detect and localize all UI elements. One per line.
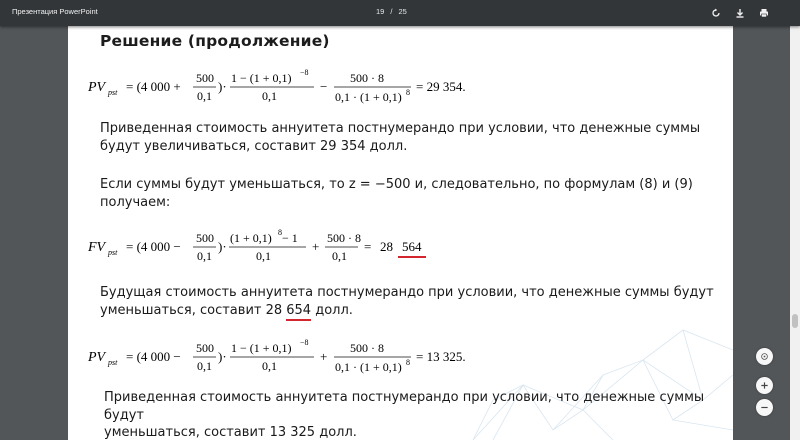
f2-result-b: 564 <box>402 239 422 254</box>
f2-frac3-den: 0,1 <box>332 249 347 263</box>
para4-line1: Приведенная стоимость аннуитета постнумерандо при условии, что денежные суммы будут <box>104 390 705 423</box>
pdf-toolbar <box>0 0 800 26</box>
f3-frac3-num: 500 · 8 <box>350 341 384 355</box>
f1-frac3-exp: 8 <box>406 88 410 97</box>
f3-frac2-num: 1 − (1 + 0,1) <box>231 341 292 355</box>
f3-frac3-exp: 8 <box>406 358 410 367</box>
f2-frac1-den: 0,1 <box>197 249 212 263</box>
zoom-in-button[interactable] <box>756 377 773 394</box>
paragraph-fv-decreasing <box>100 284 714 319</box>
f2-frac1-num: 500 <box>196 231 214 245</box>
f3-plus: + <box>320 349 328 364</box>
f3-frac1-den: 0,1 <box>197 359 212 373</box>
total-pages: 25 <box>398 7 407 16</box>
f3-frac2-den: 0,1 <box>262 359 277 373</box>
f1-minus: − <box>320 79 328 94</box>
f2-eq: = (4 000 − <box>126 239 181 254</box>
f1-frac1-den: 0,1 <box>197 89 212 103</box>
page-indicator <box>376 7 407 16</box>
para4-line2: уменьшаться, составит 13 325 долл. <box>104 425 357 440</box>
scrollbar-thumb[interactable] <box>792 314 798 328</box>
f1-frac2-den: 0,1 <box>262 89 277 103</box>
f2-frac2-num-tail: − 1 <box>282 231 298 245</box>
para2-line1: Если суммы будут уменьшаться, то z = −500 и, следовательно, по формулам (8) и (9) <box>100 177 693 192</box>
f1-lhs: PV <box>88 80 106 95</box>
slide-page <box>68 26 733 440</box>
red-underline-654 <box>286 319 311 321</box>
f2-frac2-exp: 8 <box>278 228 282 237</box>
fit-page-icon <box>760 352 769 361</box>
formula-pv-decreasing <box>88 334 548 384</box>
f2-lhs-sub: pst <box>108 248 118 257</box>
page-separator: / <box>390 7 393 16</box>
f1-frac1-num: 500 <box>196 71 214 85</box>
current-page-field[interactable]: 19 <box>376 7 385 16</box>
f2-dot: )· <box>218 239 227 254</box>
f2-frac3-num: 500 · 8 <box>327 231 361 245</box>
para3-line2: уменьшаться, составит 28 654 долл. <box>100 302 714 320</box>
f1-lhs-sub: pst <box>108 88 118 97</box>
f2-result-a: 28 <box>380 239 393 254</box>
rotate-icon <box>711 8 721 18</box>
download-button[interactable] <box>730 3 750 23</box>
f3-dot: )· <box>218 349 227 364</box>
f3-frac2-exp: −8 <box>300 338 309 347</box>
plus-icon <box>760 381 769 390</box>
fit-page-button[interactable] <box>756 348 773 365</box>
para1-line2: будут увеличиваться, составит 29 354 долл. <box>100 138 408 154</box>
slide-title: Решение (продолжение) <box>100 32 330 50</box>
zoom-out-button[interactable] <box>756 399 773 416</box>
f2-plus: + <box>312 239 320 254</box>
para2-line2: получаем: <box>100 194 171 210</box>
document-title: Презентация PowerPoint <box>12 7 98 16</box>
f2-lhs: FV <box>88 240 106 255</box>
f3-frac3-den: 0,1 · (1 + 0,1) <box>335 360 402 374</box>
para1-line1: Приведенная стоимость аннуитета постнумерандо при условии, что денежные суммы <box>100 121 701 136</box>
paragraph-decreasing-intro <box>100 176 693 211</box>
highlighted-654: 654 <box>286 302 311 320</box>
f1-frac2-num: 1 − (1 + 0,1) <box>231 71 292 85</box>
f1-eq: = (4 000 + <box>126 79 181 94</box>
print-icon <box>759 8 769 18</box>
f3-lhs: PV <box>88 350 106 365</box>
formula-fv-decreasing <box>88 224 548 274</box>
f1-dot: )· <box>218 79 227 94</box>
f2-frac2-num: (1 + 0,1) <box>230 231 272 245</box>
minus-icon <box>760 403 769 412</box>
f2-frac2-den: 0,1 <box>256 249 271 263</box>
f1-frac3-num: 500 · 8 <box>350 71 384 85</box>
vertical-scrollbar[interactable] <box>790 26 800 440</box>
f1-frac3-den: 0,1 · (1 + 0,1) <box>335 90 402 104</box>
rotate-button[interactable] <box>706 3 726 23</box>
print-button[interactable] <box>754 3 774 23</box>
paragraph-pv-increasing <box>100 120 700 155</box>
para3-line1: Будущая стоимость аннуитета постнумерандо при условии, что денежные суммы будут <box>100 285 714 300</box>
f3-result: = 13 325. <box>416 349 466 364</box>
formula-pv-increasing <box>88 64 548 114</box>
f1-result: = 29 354. <box>416 79 466 94</box>
download-icon <box>735 8 745 18</box>
f3-frac1-num: 500 <box>196 341 214 355</box>
f3-eq: = (4 000 − <box>126 349 181 364</box>
f1-frac2-exp: −8 <box>300 68 309 77</box>
paragraph-pv-decreasing <box>104 389 733 440</box>
f3-lhs-sub: pst <box>108 358 118 367</box>
f2-result-eq: = <box>364 239 372 254</box>
